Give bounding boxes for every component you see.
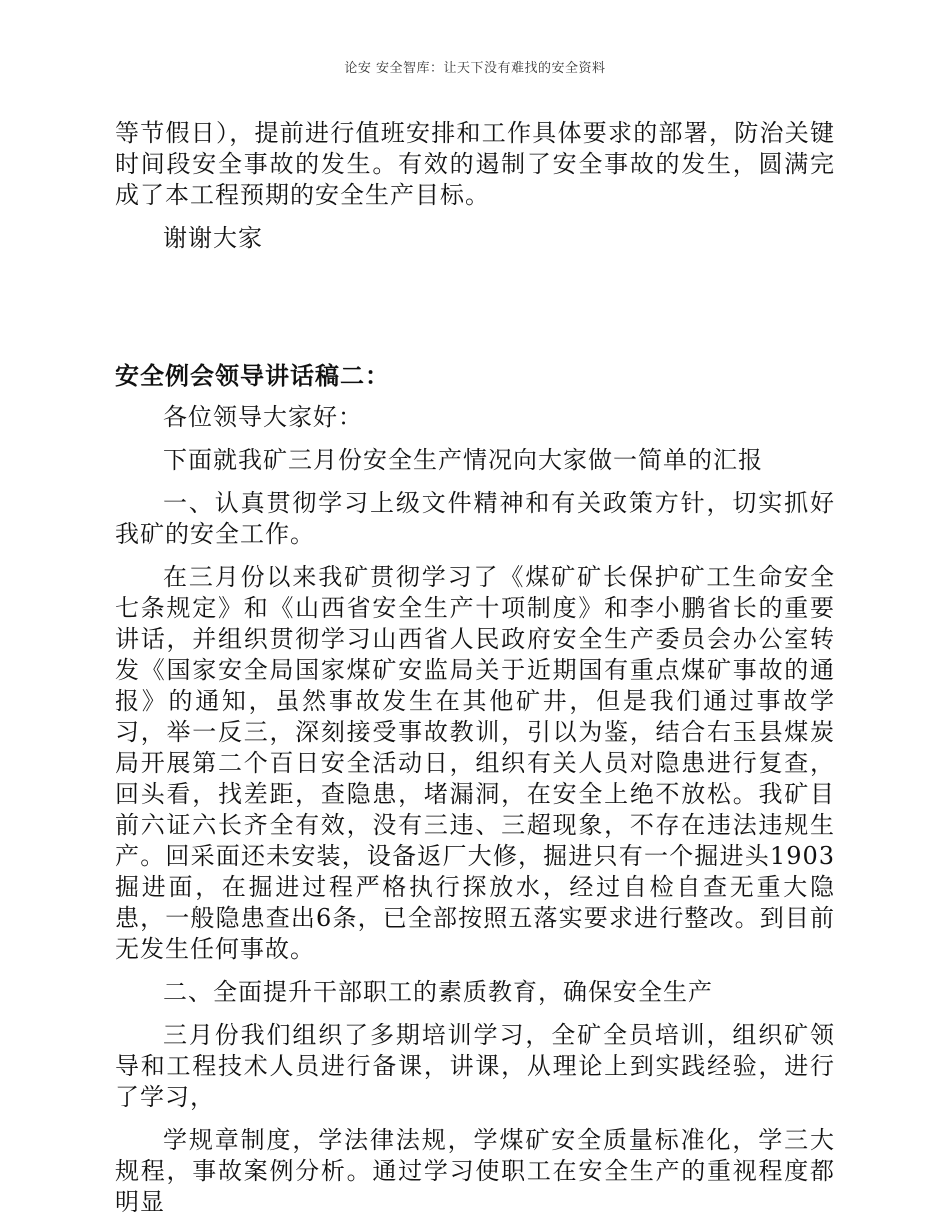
report-intro-paragraph: 下面就我矿三月份安全生产情况向大家做一简单的汇报 xyxy=(163,446,763,474)
point-one-body: 在三月份以来我矿贯彻学习了《煤矿矿长保护矿工生命安全七条规定》和《山西省安全生产十项制度》和李小鹏省长的重要讲话，并组织贯彻学习山西省人民政府安全生产委员会办公室转发《国家安全局国家煤矿安监局关于近期国有重点煤矿事故的通报》的通知，虽然事故发生在其他矿井，但是我们通过事故学习，举一反三，深刻接受事故教训，引以为鉴，结合右玉县煤炭局开展第二个百日安全活动日，组织有关人员对隐患进行复查，回头看，找差距，查隐患，堵漏洞，在安全上绝不放松。我矿目前六证六长齐全有效，没有三违、三超现象，不存在违法违规生产。回采面还未安装，设备返厂大修，掘进只有一个掘进头1903掘进面，在掘进过程严格执行探放水，经过自检自查无重大隐患，一般隐患查出6条，已全部按照五落实要求进行整改。到目前无发生任何事故。 xyxy=(115,563,835,963)
point-one-heading: 一、认真贯彻学习上级文件精神和有关政策方针，切实抓好我矿的安全工作。 xyxy=(115,489,835,548)
page-header: 论安 安全智库：让天下没有难找的安全资料 xyxy=(344,61,606,76)
section-spacer xyxy=(115,266,835,361)
document-body xyxy=(115,118,835,1230)
section-title: 安全例会领导讲话稿二： xyxy=(115,362,390,390)
point-two-continued: 学规章制度，学法律法规，学煤矿安全质量标准化，学三大规程，事故案例分析。通过学习使职工在安全生产的重视程度都明显 xyxy=(115,1126,835,1216)
greeting-paragraph: 各位领导大家好： xyxy=(163,403,363,431)
point-two-heading: 二、全面提升干部职工的素质教育，确保安全生产 xyxy=(163,978,713,1006)
intro-paragraph: 等节假日），提前进行值班安排和工作具体要求的部署，防治关键时间段安全事故的发生。有效的遏制了安全事故的发生，圆满完成了本工程预期的安全生产目标。 xyxy=(115,119,835,209)
thanks-paragraph: 谢谢大家 xyxy=(163,224,263,252)
point-two-body: 三月份我们组织了多期培训学习，全矿全员培训，组织矿领导和工程技术人员进行备课，讲课，从理论上到实践经验，进行了学习， xyxy=(115,1021,835,1111)
